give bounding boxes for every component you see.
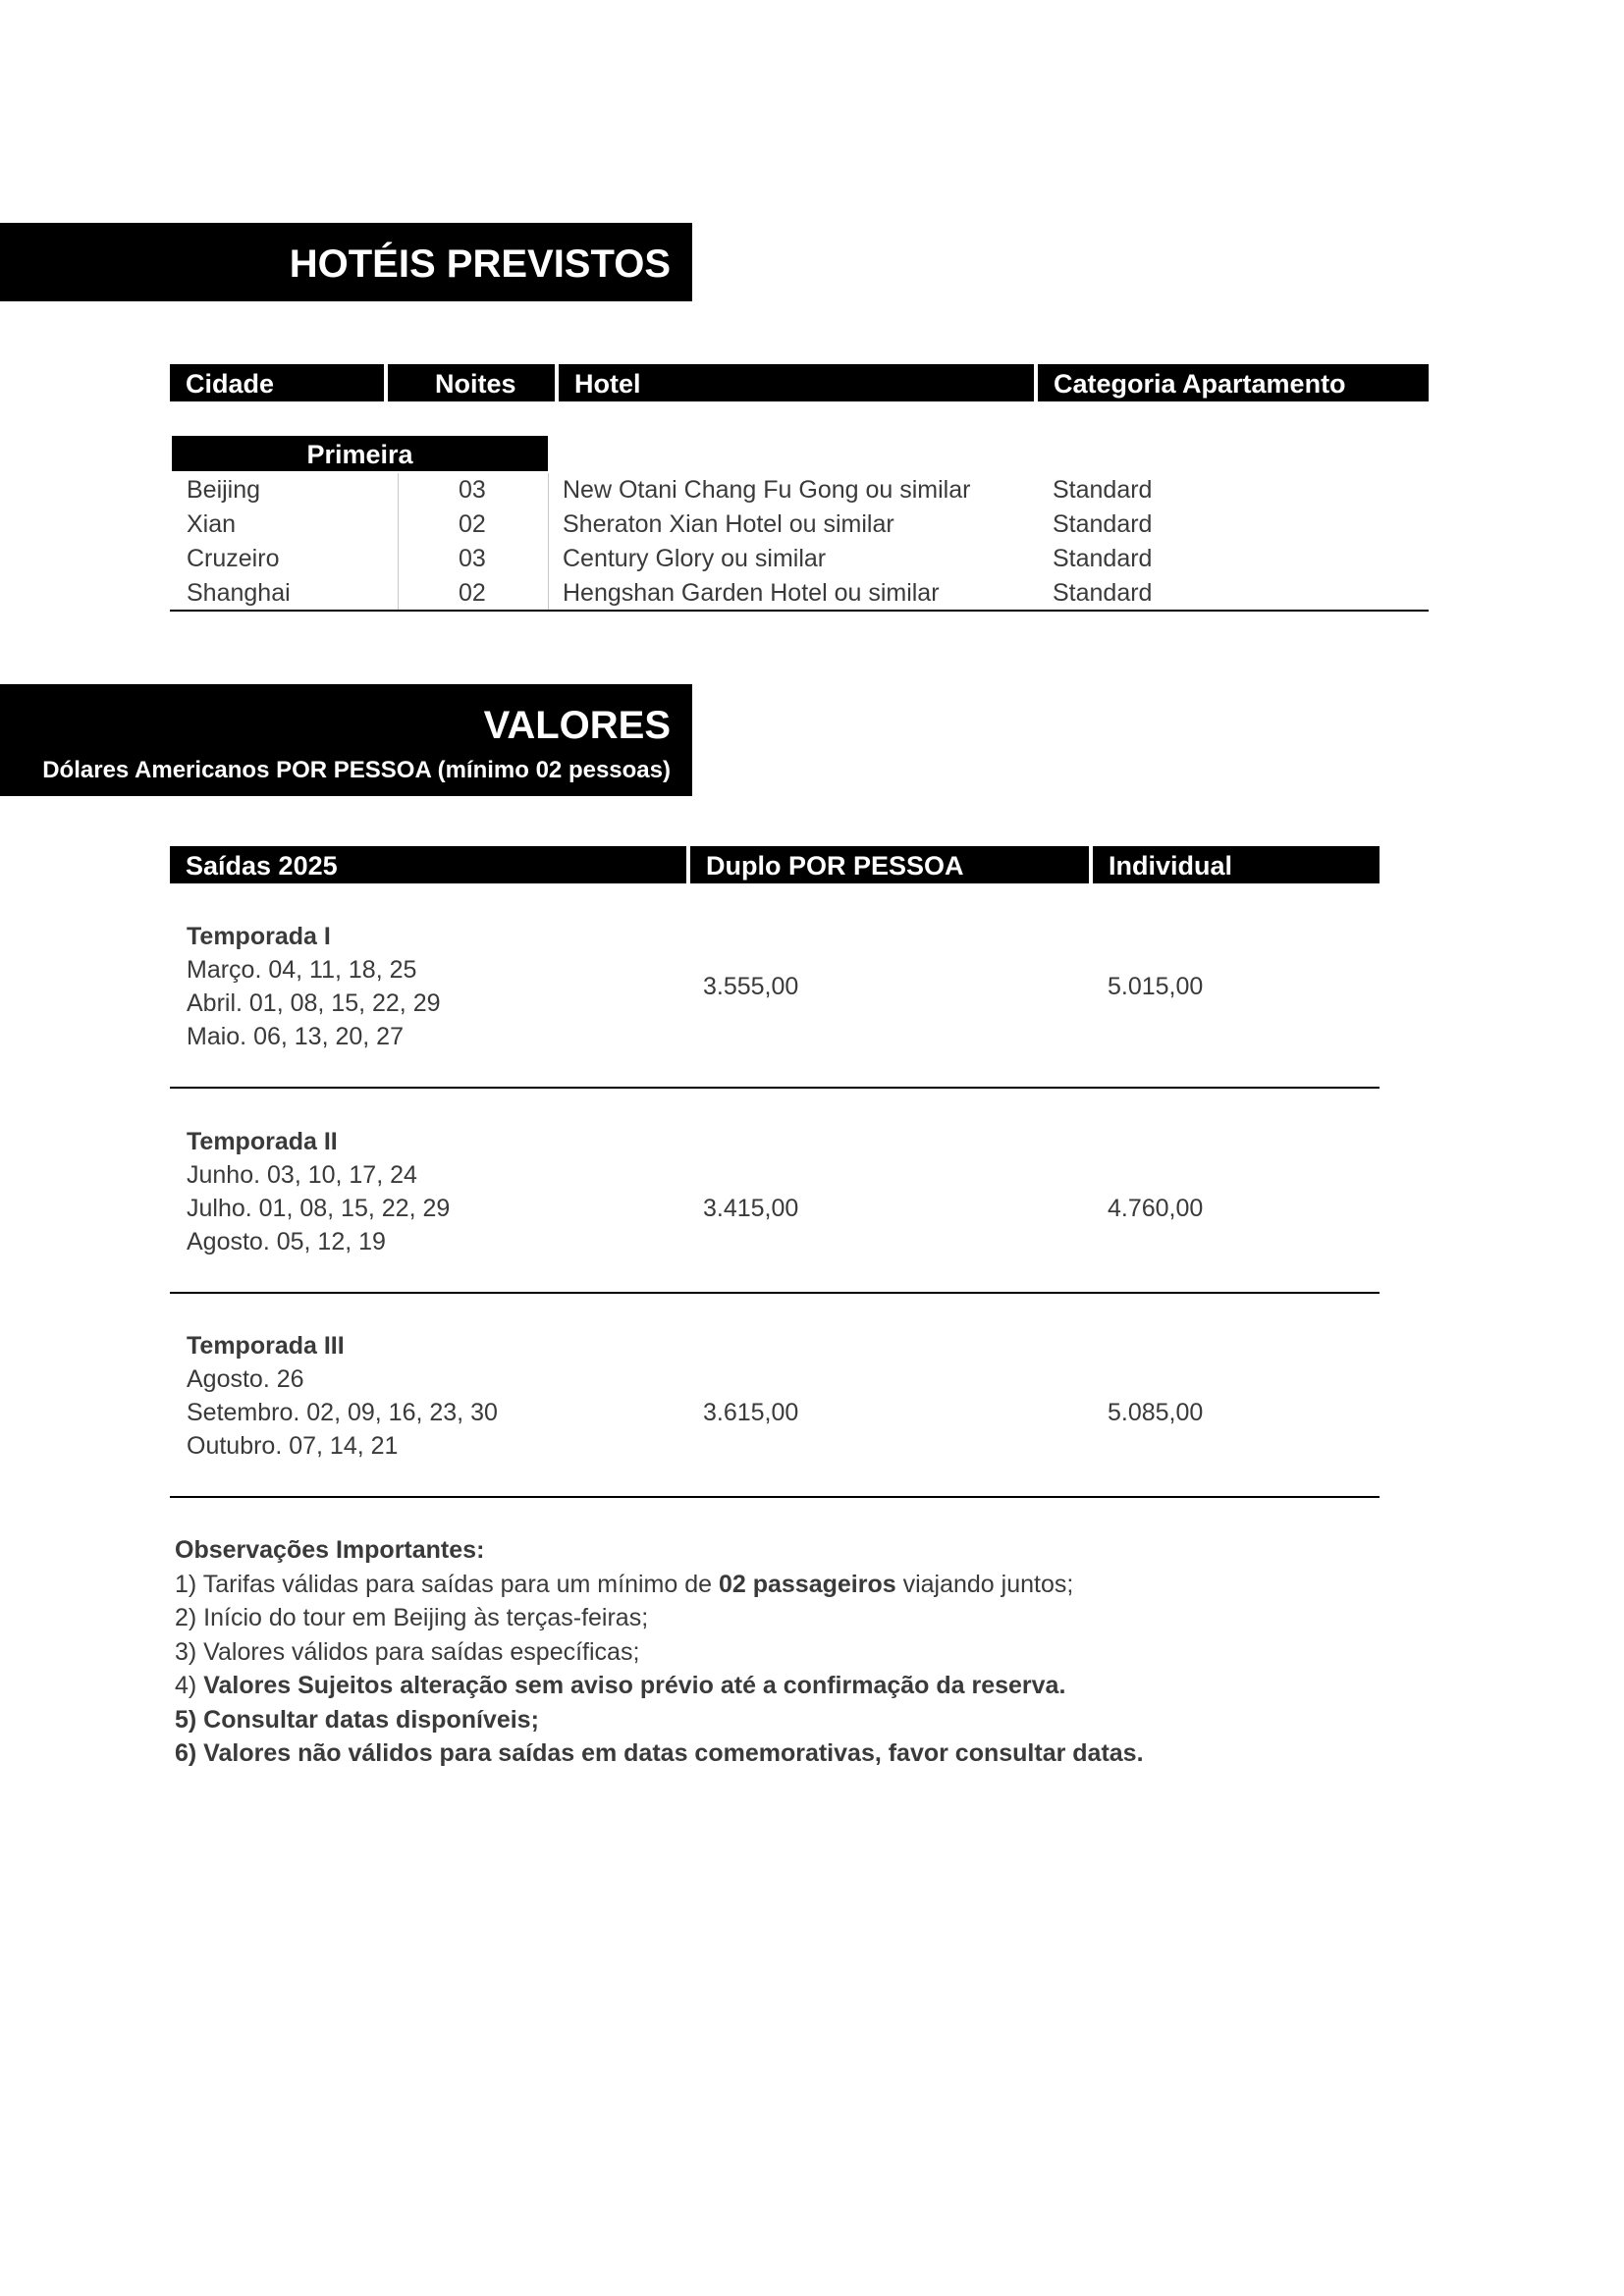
hotel-category: Standard (1053, 510, 1153, 538)
note-4-number: 4) (175, 1672, 204, 1699)
divider (398, 473, 399, 611)
season-divider (170, 1496, 1380, 1498)
season-name: Temporada I (187, 923, 331, 950)
hotel-city: Cruzeiro (187, 545, 280, 572)
col-duplo: Duplo POR PESSOA (690, 846, 1089, 883)
season-name: Temporada II (187, 1128, 338, 1155)
col-cidade: Cidade (170, 364, 384, 401)
col-hotel: Hotel (559, 364, 1034, 401)
hotel-city: Xian (187, 510, 237, 538)
hotel-nights: 02 (459, 510, 486, 538)
hotel-name: New Otani Chang Fu Gong ou similar (563, 476, 971, 504)
hotel-name: Sheraton Xian Hotel ou similar (563, 510, 894, 538)
hotel-city: Beijing (187, 476, 261, 504)
prices-table-header (170, 846, 1380, 883)
valores-subtitle: Dólares Americanos POR PESSOA (mínimo 02 pessoas) (42, 757, 671, 783)
hotel-nights: 03 (459, 476, 486, 504)
price-double: 3.615,00 (703, 1399, 799, 1426)
valores-banner (0, 684, 692, 796)
hotels-banner (0, 223, 692, 301)
note-1-tail: viajando juntos; (895, 1570, 1074, 1598)
category-label: Primeira (172, 436, 548, 471)
col-noites: Noites (388, 364, 555, 401)
season-name: Temporada III (187, 1332, 345, 1360)
hotel-category: Standard (1053, 545, 1153, 572)
note-1 (175, 1568, 1144, 1602)
hotel-category: Standard (1053, 476, 1153, 504)
season-date-line: Março. 04, 11, 18, 25 (187, 956, 417, 984)
notes-section (175, 1533, 1144, 1771)
note-6: 6) Valores não válidos para saídas em datas comemorativas, favor consultar datas. (175, 1739, 1144, 1767)
note-4 (175, 1669, 1144, 1703)
col-saidas: Saídas 2025 (170, 846, 686, 883)
note-5: 5) Consultar datas disponíveis; (175, 1705, 539, 1734)
note-2: 2) Início do tour em Beijing às terças-feiras; (175, 1604, 649, 1631)
note-1-emphasis: 02 passageiros (718, 1570, 896, 1598)
price-single: 5.015,00 (1108, 973, 1204, 1000)
hotels-title: HOTÉIS PREVISTOS (289, 242, 671, 286)
hotels-table-bottom-rule (170, 610, 1429, 612)
season-date-line: Abril. 01, 08, 15, 22, 29 (187, 989, 441, 1017)
hotel-category: Standard (1053, 579, 1153, 607)
hotel-name: Hengshan Garden Hotel ou similar (563, 579, 940, 607)
hotel-nights: 02 (459, 579, 486, 607)
season-divider (170, 1087, 1380, 1089)
season-date-line: Junho. 03, 10, 17, 24 (187, 1161, 417, 1189)
price-double: 3.415,00 (703, 1195, 799, 1222)
season-date-line: Maio. 06, 13, 20, 27 (187, 1023, 404, 1050)
season-date-line: Agosto. 05, 12, 19 (187, 1228, 386, 1255)
price-double: 3.555,00 (703, 973, 799, 1000)
price-single: 4.760,00 (1108, 1195, 1204, 1222)
note-3: 3) Valores válidos para saídas específicas; (175, 1637, 640, 1666)
valores-title: VALORES (483, 704, 671, 747)
hotel-nights: 03 (459, 545, 486, 572)
divider (548, 473, 549, 611)
season-date-line: Outubro. 07, 14, 21 (187, 1432, 399, 1460)
note-1-text: 1) Tarifas válidas para saídas para um mínimo de (175, 1570, 719, 1598)
season-date-line: Agosto. 26 (187, 1365, 304, 1393)
season-date-line: Setembro. 02, 09, 16, 23, 30 (187, 1399, 498, 1426)
season-divider (170, 1292, 1380, 1294)
hotel-city: Shanghai (187, 579, 291, 607)
season-date-line: Julho. 01, 08, 15, 22, 29 (187, 1195, 451, 1222)
notes-title: Observações Importantes: (175, 1536, 485, 1564)
hotel-name: Century Glory ou similar (563, 545, 827, 572)
note-4-text: Valores Sujeitos alteração sem aviso prévio até a confirmação da reserva. (203, 1672, 1066, 1699)
hotels-table-header (170, 364, 1429, 401)
col-individual: Individual (1093, 846, 1380, 883)
price-single: 5.085,00 (1108, 1399, 1204, 1426)
col-categoria: Categoria Apartamento (1038, 364, 1429, 401)
